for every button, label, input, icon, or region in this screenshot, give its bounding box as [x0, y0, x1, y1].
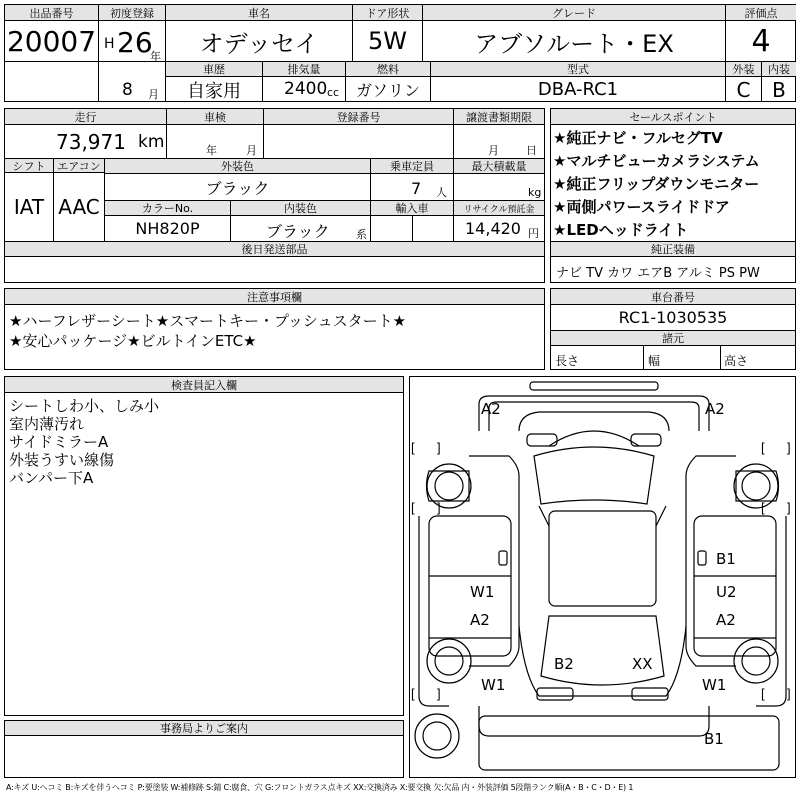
- score-label: 評価点: [726, 5, 796, 20]
- transfer-day-unit: 日: [526, 144, 537, 157]
- svg-text:]: ]: [437, 440, 441, 455]
- inspector-line: サイドミラーA: [9, 433, 109, 451]
- sales-item: ★LEDヘッドライト: [553, 221, 689, 239]
- mark-right-rear: W1: [702, 676, 727, 694]
- lot-number: 20007: [6, 24, 97, 58]
- shift-label: シフト: [5, 159, 53, 172]
- recycle-unit: 円: [528, 227, 539, 240]
- max-load-label: 最大積載量: [454, 159, 544, 173]
- year-unit: 年: [150, 50, 161, 63]
- model: DBA-RC1: [537, 79, 619, 100]
- score: 4: [751, 23, 771, 59]
- mark-right-mid: U2: [716, 583, 737, 601]
- equipment: ナビ TV カワ エアB アルミ PS PW: [556, 266, 760, 281]
- sales-item: ★マルチビューカメラシステム: [553, 152, 760, 170]
- dims-label: 諸元: [551, 331, 795, 345]
- history-label: 車歴: [166, 62, 262, 76]
- later-parts-label: 後日発送部品: [5, 242, 544, 256]
- office-label: 事務局よりご案内: [5, 721, 403, 735]
- car-name-label: 車名: [166, 5, 352, 20]
- first-reg-year: 26: [117, 26, 153, 59]
- door-type: 5W: [368, 27, 407, 55]
- mark-left-rear-door: A2: [470, 611, 490, 629]
- lot-number-label: 出品番号: [5, 5, 98, 20]
- svg-text:]: ]: [437, 500, 441, 515]
- chassis-number: RC1-1030535: [618, 308, 728, 327]
- mileage-label: 走行: [5, 109, 166, 124]
- exterior-score: C: [736, 77, 751, 102]
- history: 自家用: [187, 80, 241, 102]
- int-color: ブラック: [266, 222, 330, 241]
- displacement-unit: cc: [327, 86, 340, 99]
- ext-color-label: 外装色: [105, 159, 370, 173]
- capacity: 7: [411, 179, 422, 198]
- fuel-label: 燃料: [346, 62, 430, 76]
- sales-item: ★純正フリップダウンモニター: [553, 175, 760, 193]
- exterior-score-label: 外装: [726, 62, 761, 76]
- mark-left-rear: W1: [481, 676, 506, 694]
- inspector-line: シートしわ小、しみ小: [9, 397, 160, 415]
- sales-label: セールスポイント: [551, 109, 795, 124]
- svg-text:]: ]: [437, 686, 441, 701]
- aircon: AAC: [58, 195, 100, 219]
- interior-score: B: [772, 77, 786, 102]
- aircon-label: エアコン: [54, 159, 104, 172]
- chassis-label: 車台番号: [551, 289, 795, 304]
- width-label: 幅: [648, 354, 661, 368]
- length-label: 長さ: [555, 354, 580, 368]
- notes-label: 注意事項欄: [5, 289, 544, 304]
- capacity-label: 乗車定員: [371, 159, 453, 173]
- recycle-amount: 14,420: [465, 219, 521, 238]
- mark-front-right: A2: [705, 400, 725, 418]
- mark-rear-left: B2: [554, 655, 574, 673]
- height-label: 高さ: [724, 354, 749, 368]
- grade-label: グレード: [423, 5, 725, 20]
- inspector-label: 検査員記入欄: [5, 377, 403, 392]
- capacity-unit: 人: [436, 186, 447, 199]
- era: H: [104, 36, 115, 52]
- mileage-unit: km: [138, 132, 165, 152]
- damage-legend: A:キズ U:ヘコミ B:キズを伴うヘコミ P:要塗装 W:補修跡 S:錆 C:腐食、穴 G:フロントガラス点キズ XX:交換済み X:要交換 欠:欠品 内・外装評価 5段階ランク順(A・B・C・D・E) 1: [6, 783, 634, 792]
- first-reg-month: 8: [122, 80, 133, 100]
- grade: アブソルート・EX: [474, 29, 674, 58]
- fuel: ガソリン: [355, 81, 420, 100]
- svg-text:[: [: [411, 500, 415, 515]
- displacement: 2400: [284, 79, 328, 99]
- max-load-unit: kg: [528, 186, 542, 199]
- inspector-line: 室内薄汚れ: [9, 415, 85, 433]
- mileage: 73,971: [56, 130, 126, 154]
- first-reg-label: 初度登録: [99, 5, 165, 20]
- color-no-label: カラーNo.: [105, 201, 230, 215]
- ext-color: ブラック: [205, 178, 270, 198]
- mark-front-left: A2: [481, 400, 501, 418]
- car-name: オデッセイ: [199, 29, 319, 58]
- mark-right-front-door: B1: [716, 550, 736, 568]
- notes-line-1: ★ハーフレザーシート★スマートキー・プッシュスタート★: [9, 312, 407, 330]
- equipment-label: 純正装備: [551, 242, 795, 256]
- svg-text:[: [: [411, 686, 415, 701]
- inspection-month-unit: 月: [246, 144, 257, 157]
- svg-text:[: [: [411, 440, 415, 455]
- door-label: ドア形状: [353, 5, 422, 20]
- mark-rear-bumper: B1: [704, 730, 724, 748]
- transfer-month-unit: 月: [488, 144, 499, 157]
- displacement-label: 排気量: [263, 62, 345, 76]
- sales-item: ★純正ナビ・フルセグTV: [553, 129, 723, 147]
- svg-text:[: [: [761, 686, 765, 701]
- int-color-unit: 系: [356, 228, 367, 241]
- inspector-line: 外装うすい線傷: [9, 451, 115, 469]
- inspection-year-unit: 年: [206, 144, 217, 157]
- sales-item: ★両側パワースライドドア: [553, 198, 730, 216]
- plate-label: 登録番号: [264, 109, 453, 124]
- month-unit: 月: [148, 88, 159, 101]
- car-condition-diagram: [409, 376, 796, 778]
- svg-text:]: ]: [787, 440, 791, 455]
- recycle-label: リサイクル預託金: [454, 201, 544, 215]
- svg-text:]: ]: [787, 500, 791, 515]
- transfer-label: 譲渡書類期限: [454, 109, 544, 124]
- svg-text:[: [: [761, 440, 765, 455]
- inspection-label: 車検: [167, 109, 263, 124]
- inspector-line: バンパー下A: [9, 469, 94, 487]
- interior-score-label: 内装: [762, 62, 796, 76]
- mark-right-rear-door: A2: [716, 611, 736, 629]
- svg-text:[: [: [761, 500, 765, 515]
- shift: IAT: [13, 195, 45, 219]
- model-label: 型式: [431, 62, 725, 76]
- svg-text:]: ]: [787, 686, 791, 701]
- color-no: NH820P: [135, 219, 200, 238]
- import-label: 輸入車: [371, 201, 453, 215]
- mark-left-mid: W1: [470, 583, 495, 601]
- notes-line-2: ★安心パッケージ★ビルトインETC★: [9, 332, 257, 350]
- int-color-label: 内装色: [231, 201, 370, 215]
- mark-rear-right: XX: [632, 655, 653, 673]
